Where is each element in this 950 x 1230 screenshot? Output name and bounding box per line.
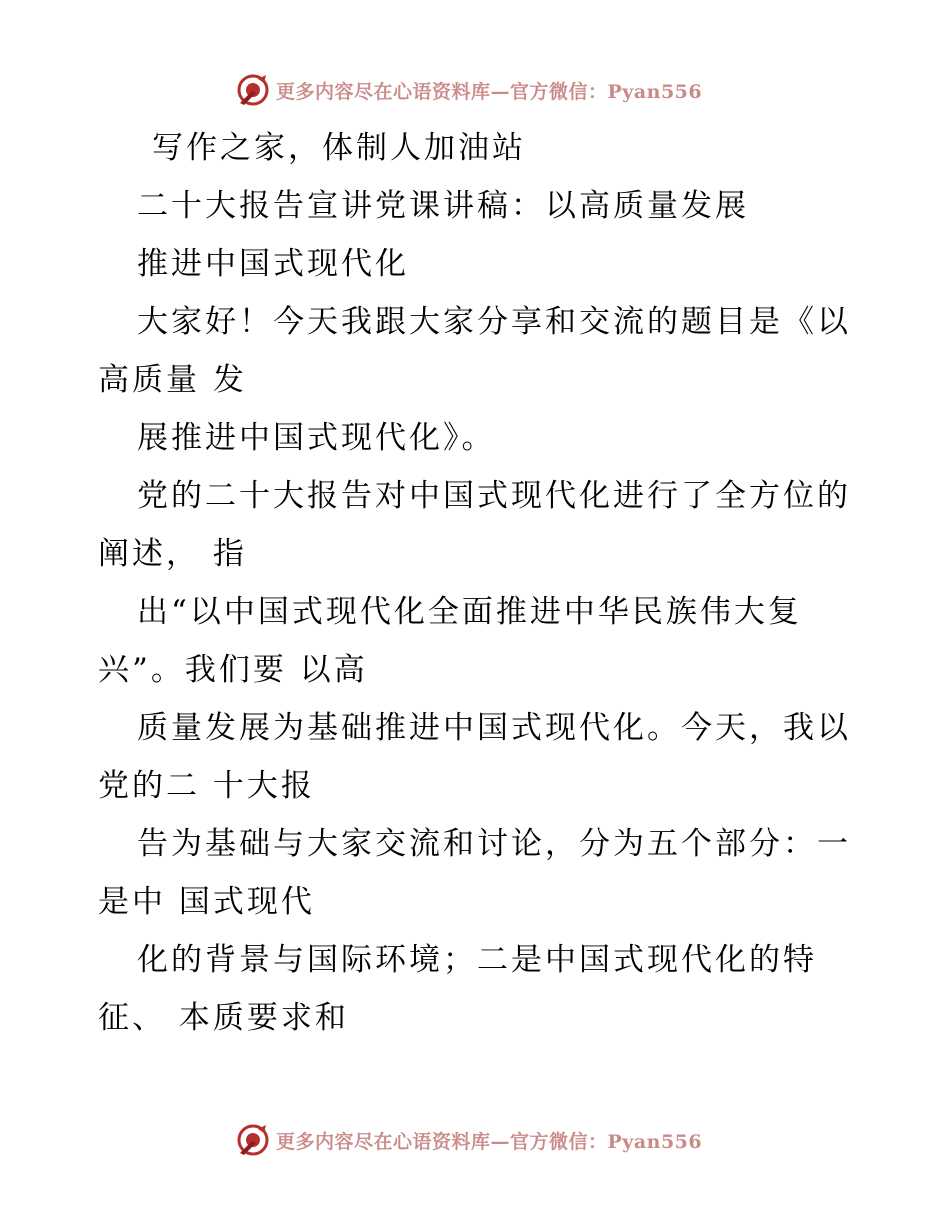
text-line: 征、 本质要求和 (98, 1000, 349, 1036)
text-line: 告为基础与大家交流和讨论，分为五个部分：一 (137, 826, 851, 862)
text-line: 大家好！今天我跟大家分享和交流的题目是《以 (137, 304, 851, 340)
text-line: 是中 国式现代 (98, 884, 315, 920)
text-line: 阐述， 指 (98, 536, 247, 572)
text-line: 兴”。我们要 以高 (98, 652, 368, 688)
text-line: 质量发展为基础推进中国式现代化。今天，我以 (137, 710, 851, 746)
text-line: 出“以中国式现代化全面推进中华民族伟大复 (137, 594, 802, 630)
text-line: 展推进中国式现代化》。 (137, 420, 496, 456)
text-line: 写作之家，体制人加油站 (152, 130, 526, 166)
text-line: 党的二十大报告对中国式现代化进行了全方位的 (137, 478, 851, 514)
text-line: 高质量 发 (98, 362, 247, 398)
text-line: 化的背景与国际环境；二是中国式现代化的特 (137, 942, 817, 978)
text-line: 推进中国式现代化 (137, 246, 409, 282)
logo-icon (236, 73, 270, 107)
watermark-text: 更多内容尽在心语资料库—官方微信：Pyan556 (276, 1130, 703, 1153)
logo-icon (236, 1123, 270, 1157)
text-line: 党的二 十大报 (98, 768, 315, 804)
watermark-header (236, 72, 702, 108)
text-line: 二十大报告宣讲党课讲稿：以高质量发展 (137, 188, 749, 224)
watermark-footer (236, 1122, 702, 1158)
watermark-text: 更多内容尽在心语资料库—官方微信：Pyan556 (276, 80, 703, 103)
